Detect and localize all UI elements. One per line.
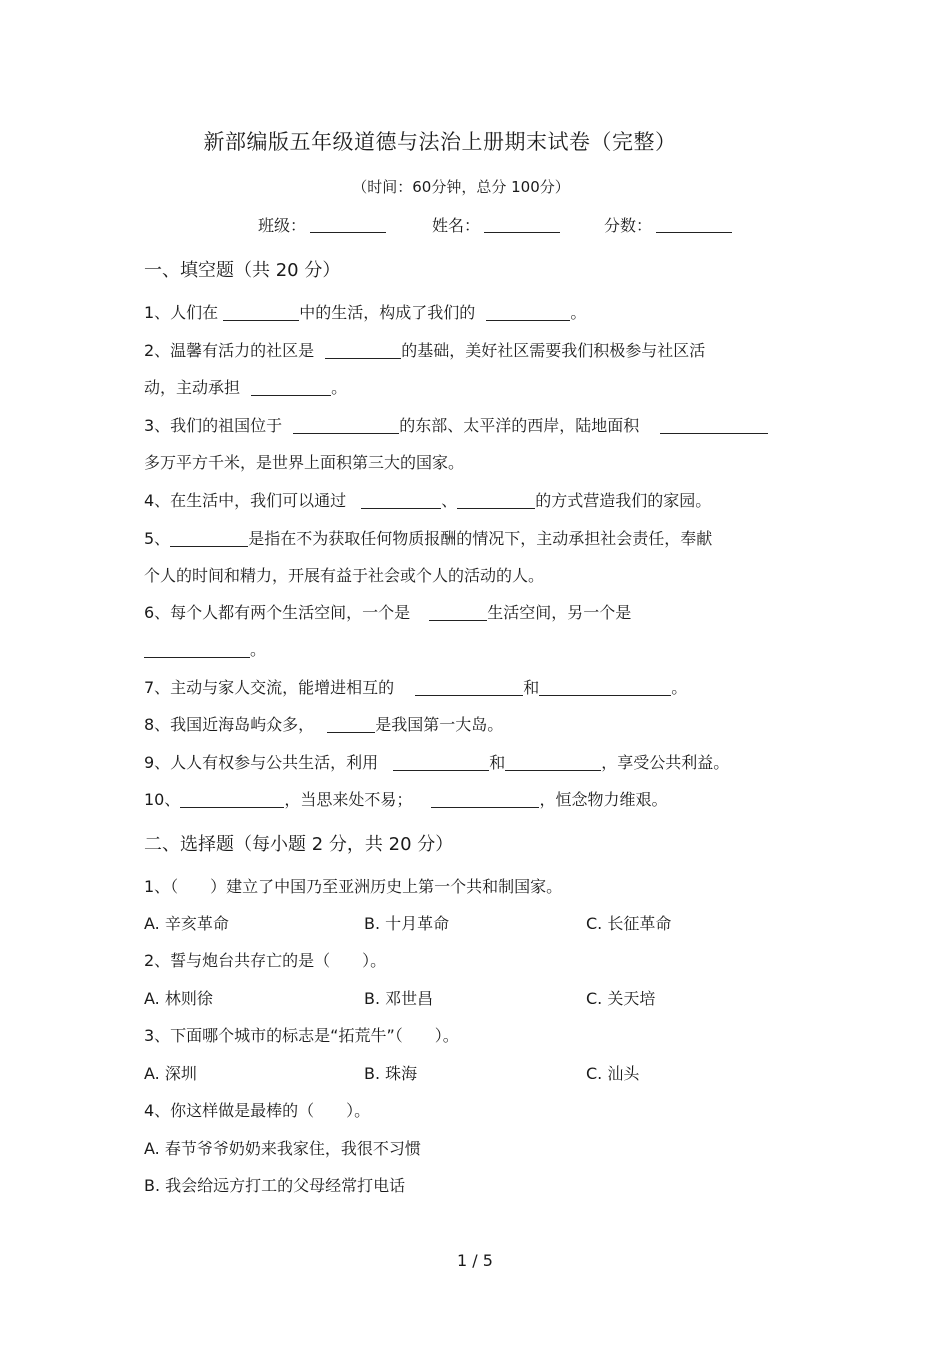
exam-subtitle: （时间：60分钟，总分 100分） [352, 178, 570, 196]
answer-blank [431, 791, 539, 808]
question-text: 9、人人有权参与公共生活，利用 [144, 753, 379, 772]
question-text: 中的生活，构成了我们的 [299, 303, 476, 322]
answer-blank [293, 417, 399, 434]
question-1-5 [144, 526, 712, 549]
question-text: 7、主动与家人交流，能增进相互的 [144, 678, 395, 697]
question-1-7 [144, 675, 687, 698]
question-1-5-cont [144, 563, 544, 586]
answer-blank [144, 641, 250, 658]
option-b: B. 珠海 [364, 1064, 418, 1083]
question-1-3 [144, 413, 768, 436]
question-text: 和 [523, 678, 540, 697]
option-a: A. 深圳 [144, 1064, 197, 1083]
question-text: 4、在生活中，我们可以通过 [144, 491, 347, 510]
question-text: 10、 [144, 790, 181, 809]
answer-blank [361, 492, 441, 509]
answer-blank [393, 754, 489, 771]
section-heading-fill-blank: 一、填空题（共 20 分） [144, 260, 341, 281]
answer-blank [539, 679, 671, 696]
section-heading-multiple-choice: 二、选择题（每小题 2 分，共 20 分） [144, 834, 454, 855]
question-text: 生活空间，另一个是 [487, 603, 632, 622]
score-blank [656, 216, 732, 233]
question-text: 6、每个人都有两个生活空间，一个是 [144, 603, 411, 622]
question-text: 。 [570, 303, 587, 322]
option-a: A. 春节爷爷奶奶来我家住，我很不习惯 [144, 1139, 421, 1158]
question-2-4: 4、你这样做是最棒的（ ）。 [144, 1101, 371, 1120]
option-b: B. 我会给远方打工的父母经常打电话 [144, 1176, 406, 1195]
question-2-2: 2、誓与炮台共存亡的是（ ）。 [144, 951, 387, 970]
answer-blank [327, 716, 375, 733]
answer-blank [457, 492, 535, 509]
option-b: B. 十月革命 [364, 914, 450, 933]
name-label: 姓名： [432, 216, 481, 235]
option-b: B. 邓世昌 [364, 989, 434, 1008]
question-text: 是我国第一大岛。 [375, 715, 504, 734]
answer-blank [251, 379, 331, 396]
question-text: 2、温馨有活力的社区是 [144, 341, 315, 360]
question-1-8 [144, 712, 503, 735]
question-text: 1、人们在 [144, 303, 219, 322]
question-1-1 [144, 300, 586, 323]
question-1-2 [144, 338, 705, 361]
question-1-6-cont [144, 637, 266, 660]
question-text: 个人的时间和精力，开展有益于社会或个人的活动的人。 [144, 566, 545, 585]
question-text: 5、 [144, 529, 171, 548]
question-1-3-cont [144, 450, 464, 473]
question-2-1: 1、（ ）建立了中国乃至亚洲历史上第一个共和制国家。 [144, 877, 563, 896]
question-text: 是指在不为获取任何物质报酬的情况下，主动承担社会责任，奉献 [248, 529, 713, 548]
answer-blank [325, 342, 401, 359]
score-field [604, 213, 732, 236]
question-1-9 [144, 750, 729, 773]
question-text: 的方式营造我们的家园。 [535, 491, 712, 510]
answer-blank [486, 304, 570, 321]
answer-blank [223, 304, 299, 321]
answer-blank [170, 530, 248, 547]
page-indicator: 1 / 5 [457, 1251, 493, 1270]
option-c: C. 关天培 [586, 989, 656, 1008]
answer-blank [429, 604, 487, 621]
question-text: 、 [441, 491, 458, 510]
question-text: 8、我国近海岛屿众多， [144, 715, 315, 734]
score-label: 分数： [604, 216, 653, 235]
option-a: A. 辛亥革命 [144, 914, 229, 933]
question-2-3: 3、下面哪个城市的标志是“拓荒牛”（ ）。 [144, 1026, 459, 1045]
question-text: 多万平方千米，是世界上面积第三大的国家。 [144, 453, 465, 472]
question-1-2-cont [144, 375, 347, 398]
question-text: 和 [489, 753, 506, 772]
question-text: 动，主动承担 [144, 378, 241, 397]
question-text: 。 [331, 378, 348, 397]
question-1-6 [144, 600, 631, 623]
answer-blank [415, 679, 523, 696]
name-blank [484, 216, 560, 233]
class-blank [310, 216, 386, 233]
name-field [432, 213, 560, 236]
class-field [258, 213, 386, 236]
question-text: 。 [671, 678, 688, 697]
question-1-4 [144, 488, 711, 511]
question-text: ，享受公共利益。 [601, 753, 730, 772]
question-text: ，当思来处不易； [284, 790, 413, 809]
option-c: C. 汕头 [586, 1064, 640, 1083]
page-title: 新部编版五年级道德与法治上册期末试卷（完整） [203, 130, 677, 154]
option-c: C. 长征革命 [586, 914, 672, 933]
option-a: A. 林则徐 [144, 989, 213, 1008]
answer-blank [180, 791, 284, 808]
question-text: 的基础，美好社区需要我们积极参与社区活 [401, 341, 706, 360]
answer-blank [660, 417, 768, 434]
question-text: ，恒念物力维艰。 [539, 790, 668, 809]
answer-blank [505, 754, 601, 771]
question-text: 。 [250, 640, 267, 659]
question-text: 的东部、太平洋的西岸，陆地面积 [399, 416, 640, 435]
question-text: 3、我们的祖国位于 [144, 416, 283, 435]
question-1-10 [144, 787, 668, 810]
class-label: 班级： [258, 216, 307, 235]
